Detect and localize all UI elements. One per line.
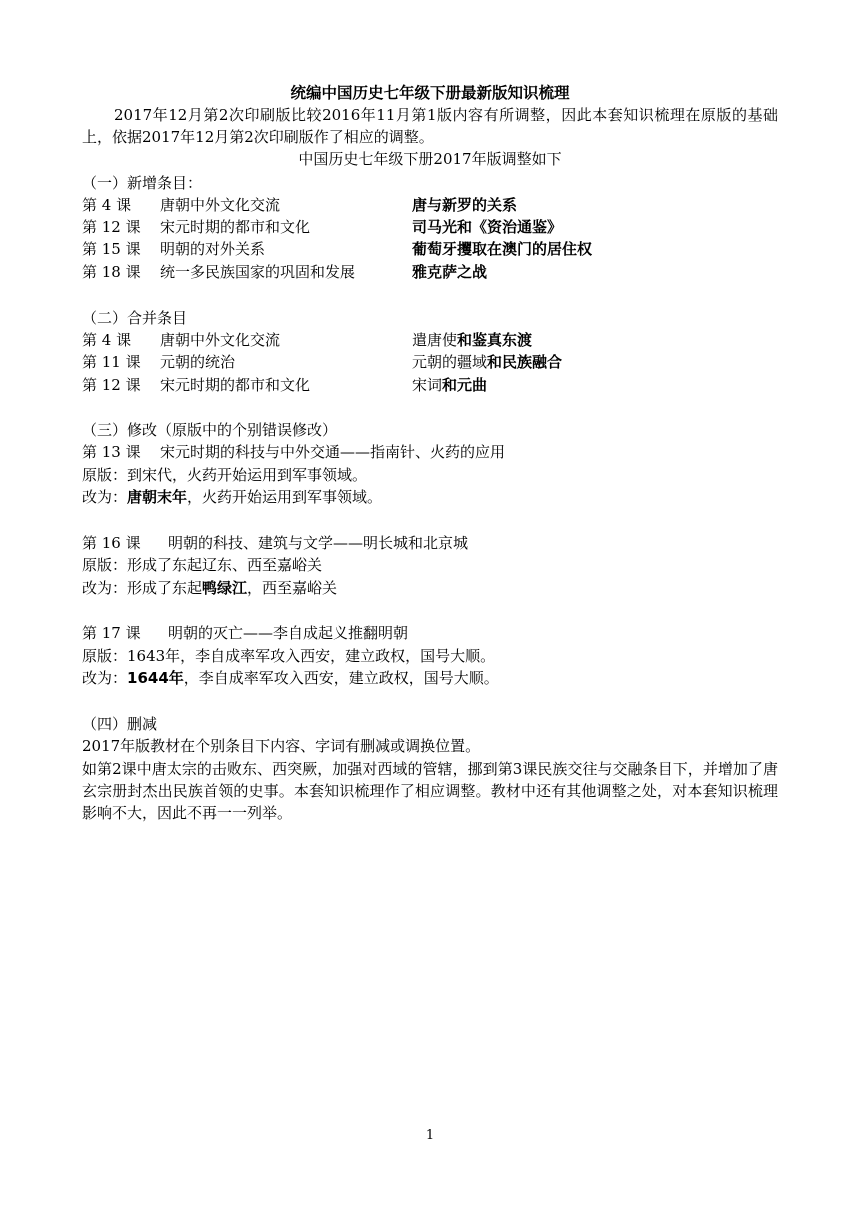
revision-lesson: 第 17 课 明朝的灭亡——李自成起义推翻明朝 (82, 624, 409, 642)
revision-lesson: 第 16 课 明朝的科技、建筑与文学——明长城和北京城 (82, 534, 469, 552)
deletion-summary: 2017年版教材在个别条目下内容、字词有删减或调换位置。 (82, 737, 481, 755)
lesson-title: 宋元时期的都市和文化 (160, 376, 311, 394)
lesson-title: 宋元时期的都市和文化 (160, 218, 311, 236)
lesson-title: 唐朝中外文化交流 (160, 196, 281, 214)
merged-item: 元朝的疆域和民族融合 (412, 353, 563, 371)
lesson-number: 第 11 课 (82, 353, 141, 371)
section1-row (82, 194, 280, 216)
added-item: 雅克萨之战 (412, 263, 488, 281)
revision-original: 原版：1643年，李自成率军攻入西安，建立政权，国号大顺。 (82, 647, 496, 665)
lesson-title: 统一多民族国家的巩固和发展 (160, 263, 356, 281)
added-item: 司马光和《资治通鉴》 (412, 218, 563, 236)
lesson-number: 第 18 课 (82, 263, 141, 281)
section1-row (82, 261, 355, 283)
section1-row (82, 216, 310, 238)
lesson-number: 第 15 课 (82, 240, 141, 258)
section1-row (82, 238, 265, 260)
revision-original: 原版：到宋代，火药开始运用到军事领域。 (82, 466, 368, 484)
section2-row (82, 374, 310, 396)
deletion-paragraph: 如第2课中唐太宗的击败东、西突厥，加强对西域的管辖，挪到第3课民族交往与交融条目下，并增加了唐玄宗册封杰出民族首领的史事。本套知识梳理作了相应调整。教材中还有其他调整之处，对本套知识梳理影响不大，因此不再一一列举。 (82, 760, 778, 822)
section2-heading: （二）合并条目 (82, 309, 188, 327)
lesson-number: 第 4 课 (82, 331, 132, 349)
revision-changed: 改为：1644年，李自成率军攻入西安，建立政权，国号大顺。 (82, 669, 499, 687)
added-item: 葡萄牙攫取在澳门的居住权 (412, 240, 593, 258)
section3-heading: （三）修改（原版中的个别错误修改） (82, 421, 338, 439)
lesson-title: 元朝的统治 (160, 353, 236, 371)
intro-paragraph: 2017年12月第2次印刷版比较2016年11月第1版内容有所调整，因此本套知识梳理在原版的基础上，依据2017年12月第2次印刷版作了相应的调整。 (82, 106, 778, 146)
page-number: 1 (425, 1128, 435, 1143)
lesson-number: 第 12 课 (82, 218, 141, 236)
subtitle: 中国历史七年级下册2017年版调整如下 (298, 150, 562, 168)
revision-original: 原版：形成了东起辽东、西至嘉峪关 (82, 556, 323, 574)
revision-lesson: 第 13 课 宋元时期的科技与中外交通——指南针、火药的应用 (82, 443, 506, 461)
merged-item: 遣唐使和鉴真东渡 (412, 331, 533, 349)
lesson-title: 唐朝中外文化交流 (160, 331, 281, 349)
revision-changed: 改为：唐朝末年，火药开始运用到军事领域。 (82, 488, 383, 506)
merged-item: 宋词和元曲 (412, 376, 488, 394)
section2-row (82, 329, 280, 351)
lesson-title: 明朝的对外关系 (160, 240, 266, 258)
lesson-number: 第 12 课 (82, 376, 141, 394)
section4-heading: （四）删减 (82, 715, 158, 733)
page-title: 统编中国历史七年级下册最新版知识梳理 (290, 83, 570, 102)
section1-heading: （一）新增条目： (82, 174, 203, 192)
lesson-number: 第 4 课 (82, 196, 132, 214)
revision-changed: 改为：形成了东起鸭绿江，西至嘉峪关 (82, 579, 338, 597)
section2-row (82, 351, 235, 373)
added-item: 唐与新罗的关系 (412, 196, 518, 214)
